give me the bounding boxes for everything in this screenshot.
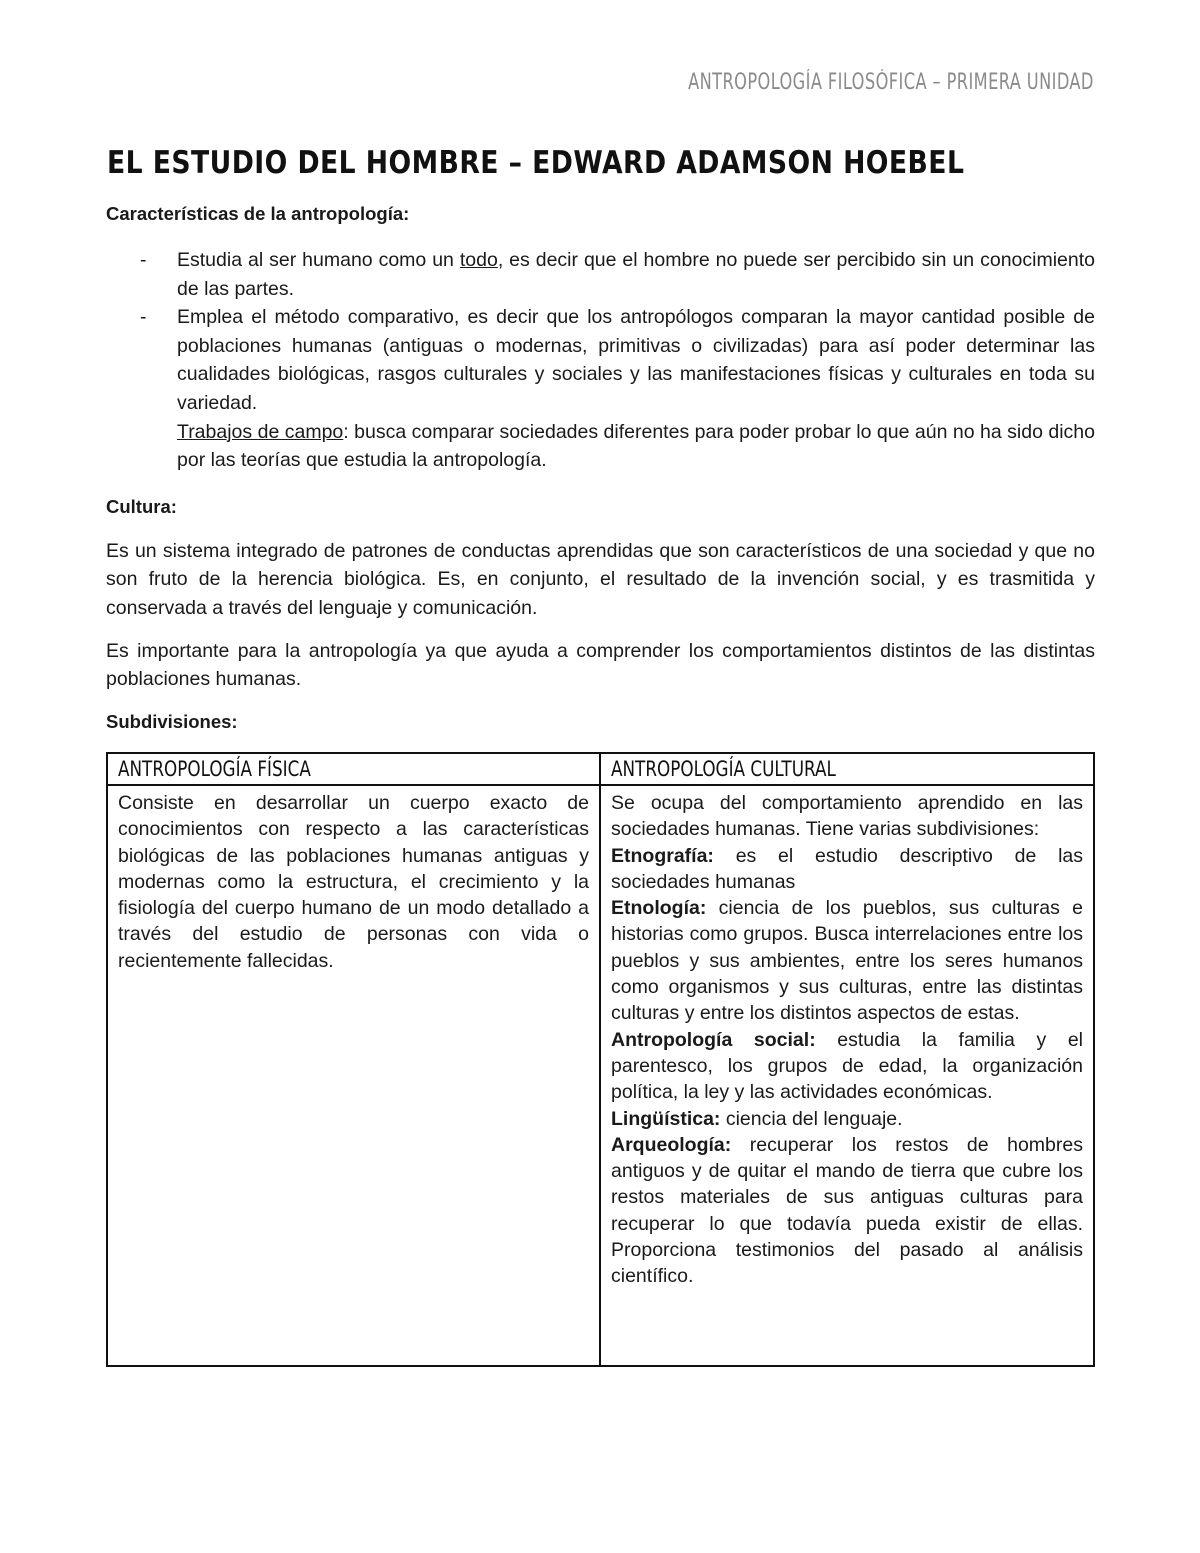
list-item [611, 1027, 1083, 1106]
definition: ciencia del lenguaje. [720, 1107, 903, 1130]
list-item [611, 895, 1083, 1026]
list-item [106, 246, 1095, 303]
bullet-text: Estudia al ser humano como un [177, 249, 460, 271]
subdivisiones-table [106, 752, 1095, 1367]
cultura-paragraph: Es un sistema integrado de patrones de conductas aprendidas que son característicos de una sociedad y que no son fruto de la herencia biológica. Es, en conjunto, el resultado de la invención social, y es trasmitida y conservada a través del lenguaje y comunicación. [106, 539, 1095, 619]
term: Etnología: [611, 897, 707, 920]
header-label: ANTROPOLOGÍA CULTURAL [611, 757, 836, 781]
definition: es el estudio descriptivo de las sociedades humanas [611, 844, 1083, 893]
bullet-text: : busca comparar sociedades diferentes para poder probar lo que aún no ha sido dicho por las teorías que estudia la antropología. [177, 420, 1095, 472]
bullet-extra [177, 418, 1095, 475]
term: Antropología social: [611, 1028, 816, 1051]
definition: estudia la familia y el parentesco, los grupos de edad, la organización política, la ley y las actividades económicas. [611, 1028, 1083, 1104]
cultura-heading: Cultura: [106, 495, 177, 517]
term: Lingüística: [611, 1107, 721, 1130]
page-title: EL ESTUDIO DEL HOMBRE – EDWARD ADAMSON HOEBEL [107, 145, 965, 181]
table-cell-fisica: Consiste en desarrollar un cuerpo exacto de conocimientos con respecto a las características biológicas de las poblaciones humanas antiguas y modernas como la estructura, el crecimiento y la fisiología del cuerpo humano de un modo detallado a través del estudio de personas con vida o recientemente fallecidas. [108, 786, 601, 1365]
header-label: ANTROPOLOGÍA FÍSICA [118, 757, 311, 781]
subdivisiones-heading: Subdivisiones: [106, 710, 238, 732]
cultura-paragraph: Es importante para la antropología ya que ayuda a comprender los comportamientos distintos de las distintas poblaciones humanas. [106, 639, 1095, 691]
list-item [611, 1106, 1083, 1132]
bullet-dash: - [140, 306, 147, 329]
underlined-term: todo [459, 249, 498, 271]
caracteristicas-list [106, 246, 1095, 475]
table-cell-cultural [601, 786, 1093, 1365]
list-item [611, 843, 1083, 896]
underlined-term: Trabajos de campo [177, 420, 344, 443]
running-header: ANTROPOLOGÍA FILOSÓFICA – PRIMERA UNIDAD [688, 70, 1094, 95]
list-item [611, 1132, 1083, 1290]
document-body [106, 200, 1095, 740]
table-header-fisica [108, 754, 601, 786]
bullet-dash: - [140, 249, 147, 271]
caracteristicas-heading: Características de la antropología: [106, 203, 410, 224]
list-item [106, 303, 1095, 475]
table-header-cultural [601, 754, 1093, 786]
bullet-text: , es decir que el hombre no puede ser percibido sin un conocimiento de las partes. [177, 249, 1095, 300]
term: Etnografía: [611, 844, 714, 867]
bullet-text: Emplea el método comparativo, es decir que los antropólogos comparan la mayor cantidad posible de poblaciones humanas (antiguas o modernas, primitivas o civilizadas) para así poder determinar las cualidades biológicas, rasgos culturales y sociales y las manifestaciones físicas y culturales en toda su variedad. [177, 306, 1095, 414]
definition: recuperar los restos de hombres antiguos y de quitar el mando de tierra que cubre los restos materiales de sus antiguas culturas para recuperar lo que todavía pueda existir de ellas. Proporciona testimonios del pasado al análisis científico. [611, 1133, 1083, 1288]
cultural-intro: Se ocupa del comportamiento aprendido en las sociedades humanas. Tiene varias subdivisiones: [611, 792, 1083, 841]
definition: ciencia de los pueblos, sus culturas e historias como grupos. Busca interrelaciones entre los pueblos y sus ambientes, entre los seres humanos como organismos y sus culturas, entre las distintas culturas y entre los distintos aspectos de estas. [611, 897, 1083, 1025]
term: Arqueología: [611, 1133, 732, 1156]
